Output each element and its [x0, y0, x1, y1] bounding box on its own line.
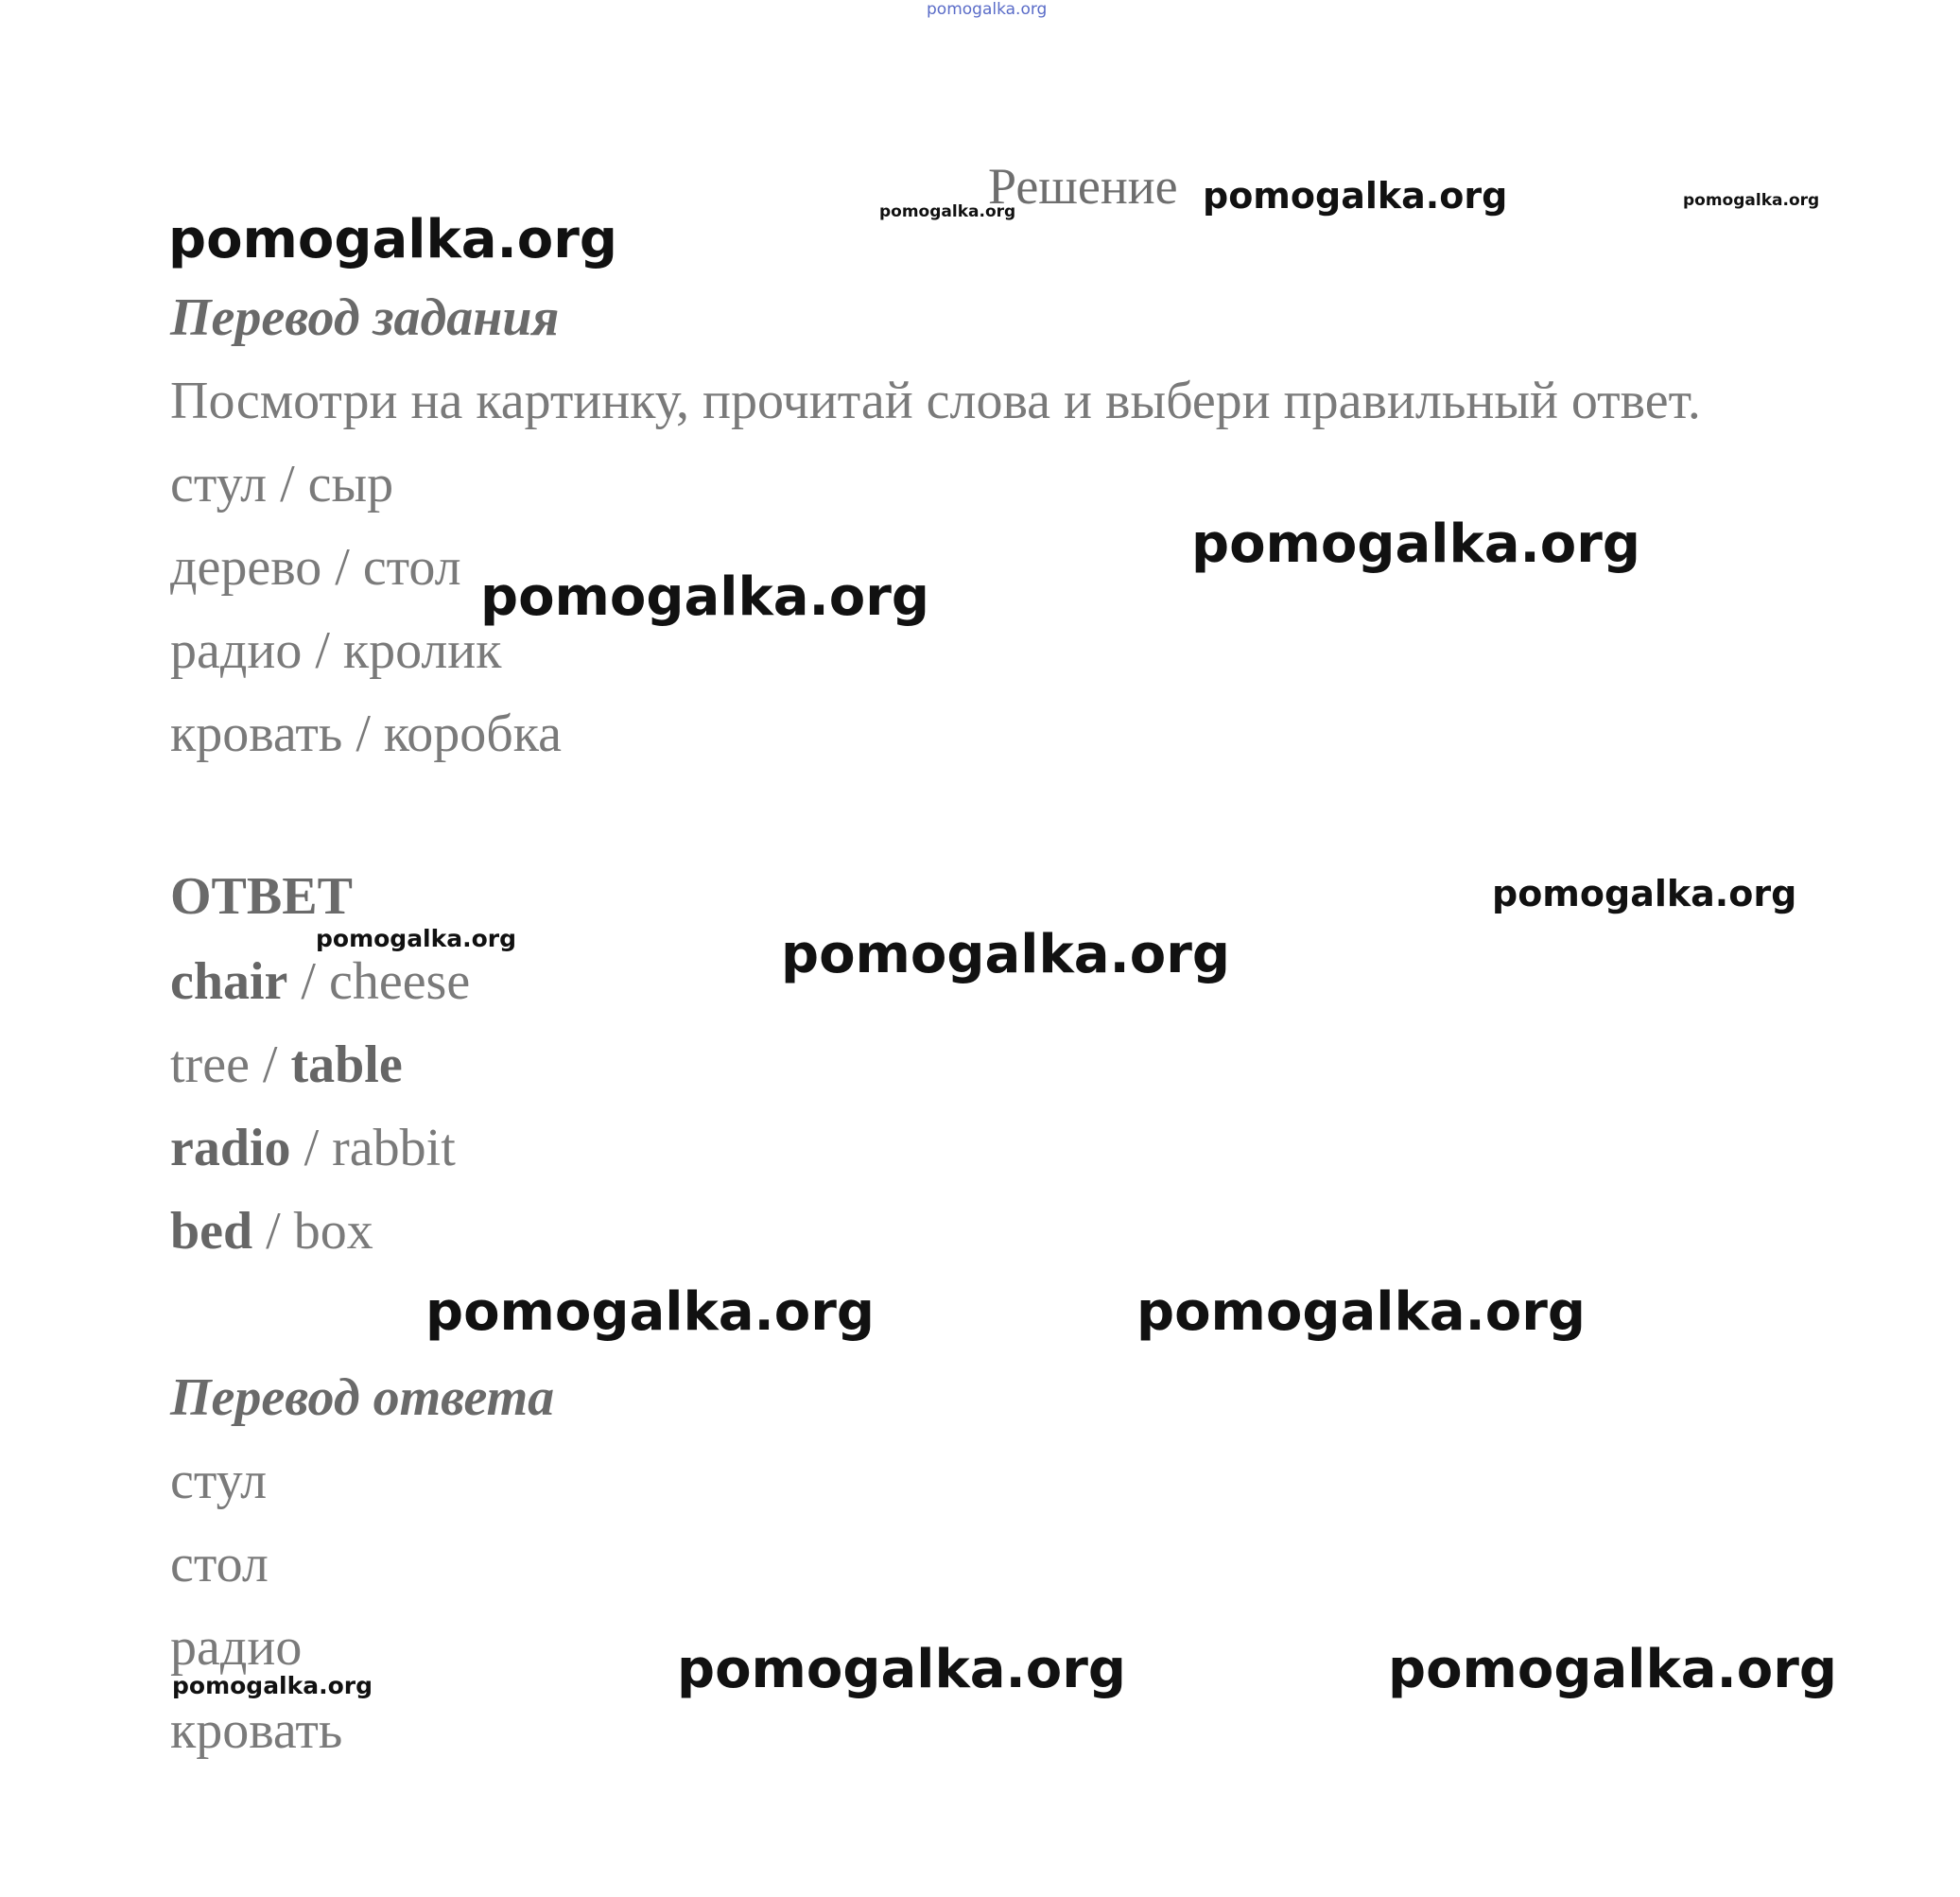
answer-row: [170, 1119, 456, 1177]
watermark: pomogalka.org: [172, 1672, 373, 1699]
watermark: pomogalka.org: [1388, 1639, 1837, 1700]
answer-word: rabbit: [332, 1119, 456, 1177]
translation-line: стол: [170, 1535, 269, 1593]
answer-word: cheese: [328, 952, 471, 1011]
answer-word: tree: [170, 1036, 250, 1094]
answer-row: [170, 1202, 373, 1261]
answer-separator: /: [249, 1036, 291, 1094]
answer-translation-heading: Перевод ответа: [170, 1368, 555, 1427]
task-line: стул / сыр: [170, 455, 394, 513]
answer-separator: /: [290, 1119, 333, 1177]
watermark: pomogalka.org: [1683, 191, 1820, 210]
watermark: pomogalka.org: [1136, 1281, 1586, 1343]
answer-heading: ОТВЕТ: [170, 867, 353, 926]
task-line: кровать / коробка: [170, 705, 562, 763]
watermark: pomogalka.org: [1191, 513, 1640, 575]
task-instruction: Посмотри на картинку, прочитай слова и выбери правильный ответ.: [170, 372, 1701, 430]
answer-row: [170, 1036, 403, 1094]
answer-row: [170, 952, 471, 1011]
translation-line: радио: [170, 1618, 303, 1677]
watermark: pomogalka.org: [1492, 873, 1797, 914]
watermark: pomogalka.org: [168, 209, 617, 270]
watermark: pomogalka.org: [316, 925, 517, 952]
watermark: pomogalka.org: [1203, 175, 1508, 217]
answer-separator: /: [287, 952, 329, 1011]
watermark: pomogalka.org: [879, 202, 1016, 221]
watermark: pomogalka.org: [480, 566, 929, 628]
watermark: pomogalka.org: [781, 924, 1230, 985]
translation-line: кровать: [170, 1701, 343, 1760]
watermark: pomogalka.org: [425, 1281, 875, 1343]
watermark: pomogalka.org: [677, 1639, 1126, 1700]
top-watermark[interactable]: pomogalka.org: [927, 0, 1048, 19]
task-line: дерево / стол: [170, 538, 461, 597]
answer-word: box: [293, 1202, 373, 1261]
task-line: радио / кролик: [170, 621, 502, 680]
answer-word-chosen: radio: [170, 1119, 291, 1177]
translation-line: стул: [170, 1452, 268, 1510]
answer-separator: /: [252, 1202, 294, 1261]
page-title: Решение: [988, 158, 1178, 215]
answer-word-chosen: table: [290, 1036, 403, 1094]
task-translation-heading: Перевод задания: [170, 288, 560, 347]
answer-word-chosen: chair: [170, 952, 288, 1011]
answer-word-chosen: bed: [170, 1202, 253, 1261]
